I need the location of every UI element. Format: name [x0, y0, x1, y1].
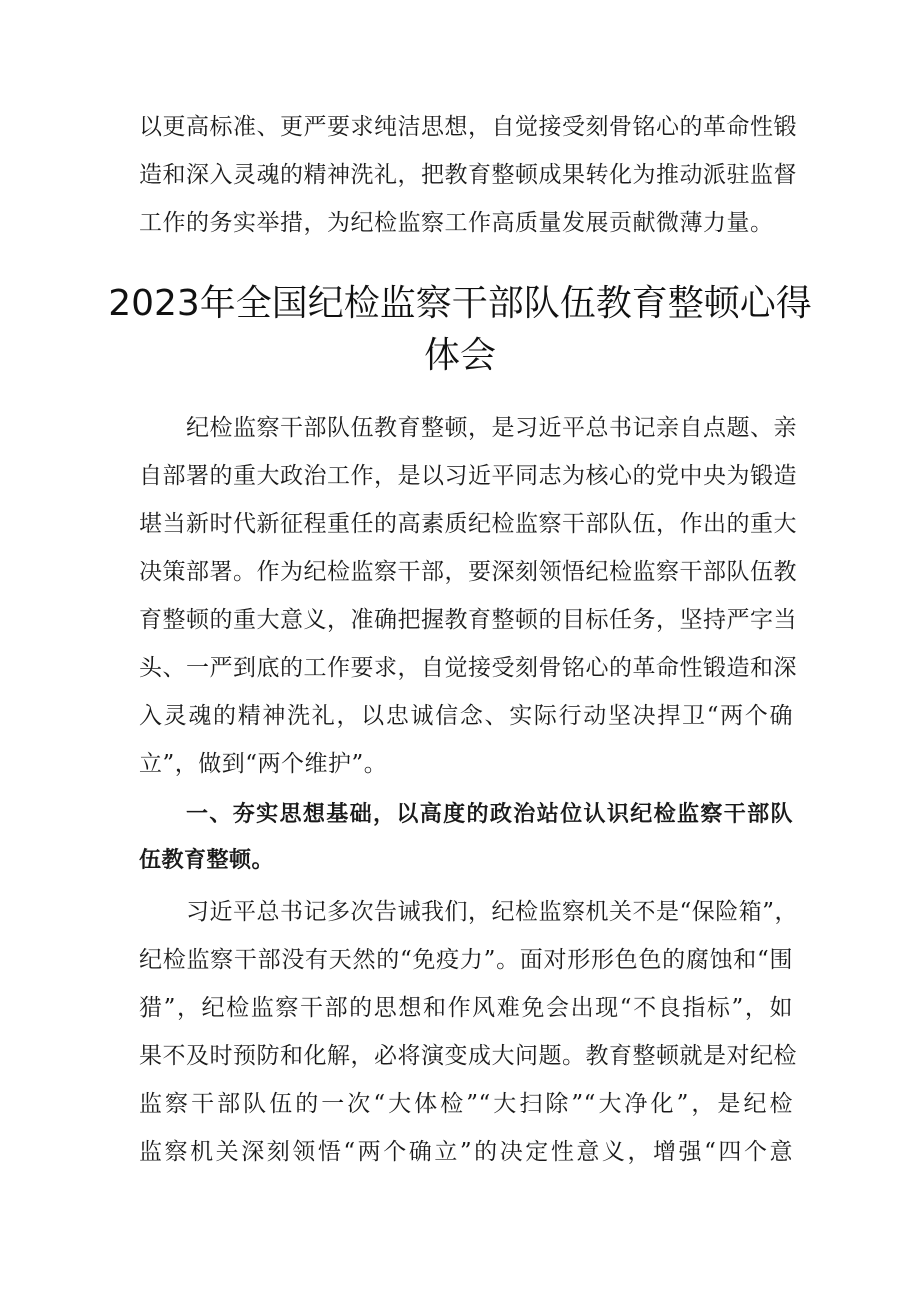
para2-line-3: 猎”，纪检监察干部的思想和作风难免会出现“不良指标”，如 — [139, 995, 793, 1021]
para1-line-7: 入灵魂的精神洗礼，以忠诚信念、实际行动坚决捍卫“两个确 — [139, 703, 793, 729]
section-heading-line-1: 一、夯实思想基础，以高度的政治站位认识纪检监察干部队 — [186, 802, 793, 827]
para1-line-5: 育整顿的重大意义，准确把握教育整顿的目标任务，坚持严字当 — [139, 607, 797, 633]
para1-line-3: 堪当新时代新征程重任的高素质纪检监察干部队伍，作出的重大 — [139, 511, 797, 537]
para2-line-2: 纪检监察干部没有天然的“免疫力”。面对形形色色的腐蚀和“围 — [139, 947, 793, 973]
para1-line-2: 自部署的重大政治工作，是以习近平同志为核心的党中央为锻造 — [139, 463, 797, 489]
para2-line-4: 果不及时预防和化解，必将演变成大问题。教育整顿就是对纪检 — [139, 1043, 797, 1069]
intro-line-2: 造和深入灵魂的精神洗礼，把教育整顿成果转化为推动派驻监督 — [139, 162, 797, 188]
para1-line-8: 立”，做到“两个维护”。 — [139, 751, 388, 777]
para1-line-4: 决策部署。作为纪检监察干部，要深刻领悟纪检监察干部队伍教 — [139, 559, 797, 585]
document-title-line-2: 体会 — [423, 335, 496, 376]
para1-line-1: 纪检监察干部队伍教育整顿，是习近平总书记亲自点题、亲 — [186, 415, 797, 441]
document-title-line-1: 2023年全国纪检监察干部队伍教育整顿心得 — [108, 283, 812, 324]
intro-line-3: 工作的务实举措，为纪检监察工作高质量发展贡献微薄力量。 — [139, 210, 774, 236]
para2-line-5: 监察干部队伍的一次“大体检”“大扫除”“大净化”，是纪检 — [139, 1091, 793, 1117]
intro-line-1: 以更高标准、更严要求纯洁思想，自觉接受刻骨铭心的革命性锻 — [139, 114, 797, 140]
section-heading-line-2: 伍教育整顿。 — [139, 848, 275, 873]
para2-line-6: 监察机关深刻领悟“两个确立”的决定性意义，增强“四个意 — [139, 1139, 793, 1165]
para2-line-1: 习近平总书记多次告诫我们，纪检监察机关不是“保险箱”， — [186, 899, 799, 925]
para1-line-6: 头、一严到底的工作要求，自觉接受刻骨铭心的革命性锻造和深 — [139, 655, 797, 681]
